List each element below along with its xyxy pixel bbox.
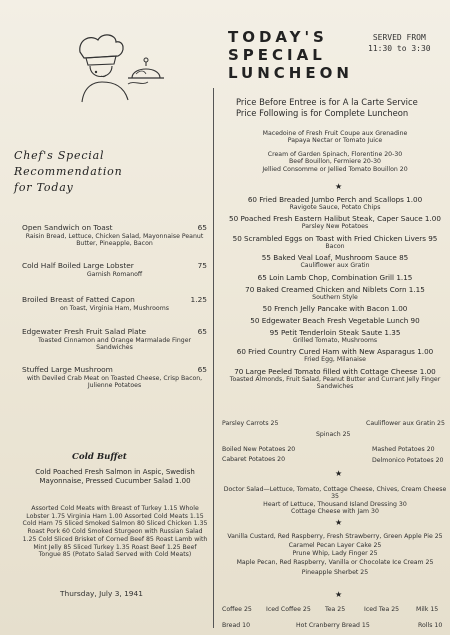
entree-description: Cauliflower aux Gratin [300,262,370,270]
entree-line: 70 Baked Creamed Chicken and Niblets Corn 1.15 [245,284,425,294]
dessert-item: Pineapple Sherbet 25 [301,568,369,576]
served-hours: 11:30 to 3:30 [368,44,431,53]
beverage-item: Coffee 25 [222,606,252,613]
vegetable-item: Delmonico Potatoes 20 [372,457,444,464]
item-price: 75 [197,261,207,270]
entree-description: Southern Style [312,293,358,301]
entrees-section [222,195,448,391]
entree-line: 50 French Jelly Pancake with Bacon 1.00 [262,304,408,314]
entree-line: 60 Fried Breaded Jumbo Perch and Scallops 1.00 [247,195,423,204]
entree-line: 50 Scrambled Eggs on Toast with Fried Chicken Livers 95 [232,233,438,243]
entree-line: 50 Poached Fresh Eastern Halibut Steak, Caper Sauce 1.00 [229,214,441,224]
item-price: 1.25 [190,295,207,304]
item-name: Stuffed Large Mushroom [22,365,113,374]
star-divider: ★ [335,590,343,599]
beverage-item: Hot Cranberry Bread 15 [296,622,370,629]
dessert-item: Vanilla Custard, Red Raspberry, Fresh Strawberry, Green Apple Pie 25 [227,533,443,540]
salad-item: Cottage Cheese with Jam 30 [291,508,379,516]
vegetable-item: Cauliflower aux Gratin 25 [366,420,445,427]
dessert-item: Caramel Pecan Layer Cake 25 [288,542,382,550]
cold-buffet-title: Cold Buffet [72,452,127,462]
item-price: 65 [197,223,207,232]
entree-description: Grilled Tomato, Mushrooms [292,337,378,345]
soup-item: Jellied Consomme or Jellied Tomato Bouillon 20 [262,165,408,173]
page-title [228,28,353,82]
star-divider: ★ [335,182,343,191]
beverage-item: Rolls 10 [418,622,443,629]
price-note-complete: Price Following is for Complete Luncheon [236,108,409,118]
star-divider: ★ [335,518,343,527]
served-label: SERVED FROM [372,33,426,42]
served-hours-block [368,32,431,54]
appetizers-section [222,130,448,173]
entree-line: 65 Loin Lamb Chop, Combination Grill 1.15 [257,272,413,282]
column-divider [213,88,214,628]
list-item [22,328,207,352]
buffet-main-item [24,468,206,485]
price-note-a-la-carte: Price Before Entree is for A la Carte Service [236,97,418,107]
soup-item: Beef Bouillon, Fermiere 20-30 [289,158,381,166]
beverage-item: Iced Coffee 25 [266,606,311,613]
item-description: Toasted Cinnamon and Orange Marmalade Finger Sandwiches [37,336,192,352]
title-line-1: TODAY'S [228,28,328,46]
item-description: Garnish Romanoff [86,270,143,278]
entree-line: 60 Fried Country Cured Ham with New Asparagus 1.00 [236,347,434,357]
vegetable-item: Cabaret Potatoes 20 [222,456,286,463]
recommendation-line-1: Chef's Special [14,149,105,162]
appetizer-item: Macedoine of Fresh Fruit Coupe aux Grenadine [262,130,408,137]
dessert-item: Maple Pecan, Red Raspberry, Vanilla or Chocolate Ice Cream 25 [236,559,434,567]
title-line-3: LUNCHEON [228,64,353,82]
item-name: Open Sandwich on Toast [22,223,113,232]
item-name: Edgewater Fresh Fruit Salad Plate [22,327,147,336]
recommendation-line-3: for Today [14,181,74,194]
dessert-item: Prune Whip, Lady Finger 25 [292,549,378,557]
vegetable-item: Spinach 25 [316,431,351,438]
item-description: with Deviled Crab Meat on Toasted Cheese, Crisp Bacon, Julienne Potatoes [26,374,203,390]
appetizer-item: Papaya Nectar or Tomato Juice [287,137,383,145]
entree-description: Fried Egg, Milanaise [304,356,366,364]
entree-line: 55 Baked Veal Loaf, Mushroom Sauce 85 [261,253,409,263]
soup-item: Cream of Garden Spinach, Florentine 20-30 [267,150,403,158]
list-item [22,224,207,248]
buffet-main-price: 1.00 [175,476,191,485]
salad-item: Doctor Salad—Lettuce, Tomato, Cottage Cheese, Chives, Cream Cheese 35 [223,486,447,501]
list-item [22,262,207,278]
item-description: on Toast, Virginia Ham, Mushrooms [60,304,169,312]
item-price: 65 [197,365,207,374]
entree-line: 95 Petit Tenderloin Steak Saute 1.35 [269,328,401,338]
list-item [22,296,207,312]
salads-section [222,486,448,516]
item-description: Raisin Bread, Lettuce, Chicken Salad, Mayonnaise Peanut Butter, Pineapple, Bacon [25,232,204,248]
beverage-item: Tea 25 [325,606,346,613]
recommendation-line-2: Recommendation [14,165,123,178]
entree-line: 50 Edgewater Beach Fresh Vegetable Lunch 90 [250,316,420,326]
salad-item: Heart of Lettuce, Thousand Island Dressing 30 [263,500,407,508]
title-line-2: SPECIAL [228,46,326,64]
entree-description: Ravigote Sauce, Potato Chips [289,204,381,211]
vegetable-item: Boiled New Potatoes 20 [222,446,296,453]
item-name: Broiled Breast of Fatted Capon [22,295,135,304]
buffet-cold-meats: Assorted Cold Meats with Breast of Turkey 1.15 Whole Lobster 1.75 Virginia Ham 1.00 Assorted Cold Meats 1.15 Cold Ham 75 Sliced Smoked Salmon 80 Sliced Chicken 1.35 Roast Pork 60 Cold Smoked Sturgeon with Russian Salad 1.25 Cold Sliced Brisket of Corned Beef 85 Roast Lamb with Mint Jelly 85 Sliced Turkey 1.35 Roast Beef 1.25 Beef Tongue 85 (Potato Salad Served with Cold Meats) [22,505,208,559]
vegetable-item: Mashed Potatoes 20 [372,446,435,453]
pricing-notes [236,97,446,119]
item-name: Cold Half Boiled Large Lobster [22,261,134,270]
beverage-item: Iced Tea 25 [364,606,400,613]
entree-description: Parsley New Potatoes [301,223,369,231]
chef-recommendation-title [14,148,122,196]
star-divider: ★ [335,469,343,478]
list-item [22,366,207,390]
menu-date: Thursday, July 3, 1941 [60,589,143,598]
buffet-main-name: Cold Poached Fresh Salmon in Aspic, Swedish Mayonnaise, Pressed Cucumber Salad [35,468,195,485]
entree-description: Bacon [325,242,345,250]
beverage-item: Milk 15 [416,606,439,613]
item-price: 65 [197,327,207,336]
chef-illustration [72,30,172,105]
desserts-section [222,533,448,576]
entree-description: Toasted Almonds, Fruit Salad, Peanut Butter and Currant Jelly Finger Sandwiches [229,375,441,391]
beverage-item: Bread 10 [222,622,251,629]
vegetable-item: Parsley Carrots 25 [222,420,279,427]
entree-line: 70 Large Peeled Tomato filled with Cottage Cheese 1.00 [234,366,436,376]
